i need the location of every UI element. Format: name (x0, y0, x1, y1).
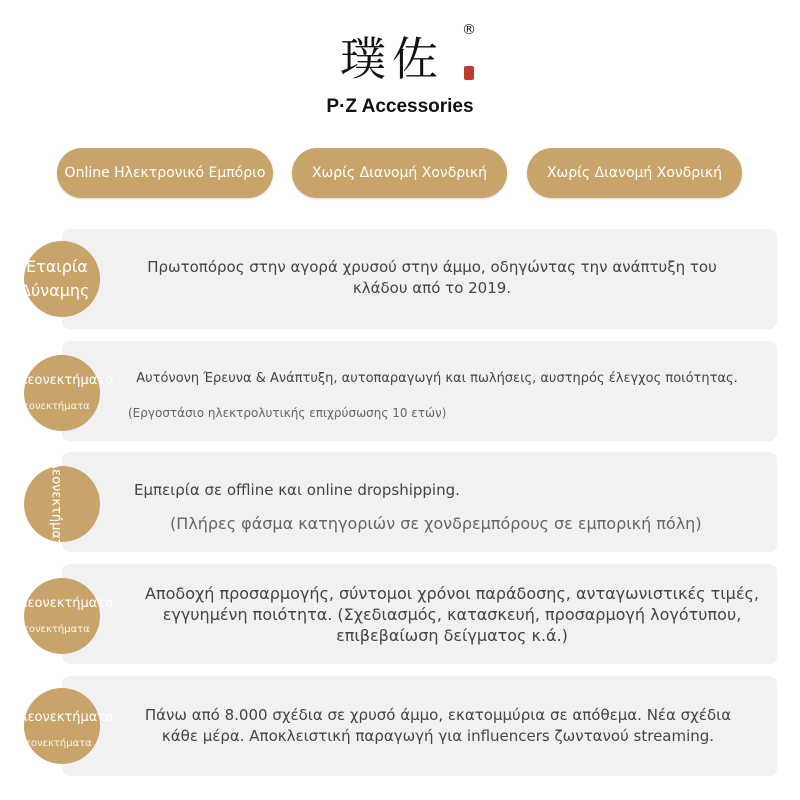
badge-label: Πλεονεκτήματα (10, 373, 114, 388)
feature-card-advantages-3 (10, 564, 777, 664)
registered-mark: ® (462, 22, 476, 38)
badge-label: Πλεονεκτήματα (10, 624, 90, 635)
card-text: Πάνω από 8.000 σχέδια σε χρυσό άμμο, εκατομμύρια σε απόθεμα. Νέα σχέδια κάθε μέρα. Αποκλειστική παραγωγή για influencers ζωντανού streaming. (144, 706, 732, 745)
feature-badge (10, 688, 114, 764)
badge-label: Εταιρία (26, 257, 88, 276)
feature-badge (24, 451, 100, 556)
card-subtext: (Εργοστάσιο ηλεκτρολυτικής επιχρύσωσης 10 ετών) (128, 406, 447, 420)
badge-label: Πλεονεκτήματα (10, 596, 114, 611)
feature-badge (10, 578, 114, 654)
brand-header (0, 0, 800, 140)
feature-card-strength (20, 229, 777, 329)
badge-label: Πλεονεκτήματα (10, 710, 114, 725)
seal-icon (464, 66, 474, 80)
badge-label: Πλεονεκτήματα (48, 451, 64, 556)
card-text: Αυτόνονη Έρευνα & Ανάπτυξη, αυτοπαραγωγή και πωλήσεις, αυστηρός έλεγχος ποιότητας. (136, 371, 738, 386)
feature-card-advantages-1 (10, 341, 777, 441)
badge-label: Πλεονεκτήματα (12, 738, 92, 749)
card-text: Εμπειρία σε offline και online dropshipping. (134, 481, 460, 499)
badge-label: Πλεονεκτήματα (10, 401, 90, 412)
feature-card-advantages-2 (48, 451, 777, 556)
feature-badge (10, 355, 114, 431)
badge-label: Δύναμης (20, 281, 90, 300)
tab-wholesale-1[interactable]: Χωρίς Διανομή Χονδρική (292, 148, 507, 198)
tab-online-ecommerce[interactable]: Online Ηλεκτρονικό Εμπόριο (57, 148, 273, 198)
feature-card-advantages-4 (10, 676, 777, 776)
brand-logo: 璞佐 (340, 32, 444, 86)
feature-badge (20, 241, 100, 317)
brand-name: P·Z Accessories (326, 96, 474, 117)
card-text: Αποδοχή προσαρμογής, σύντομοι χρόνοι παράδοσης, ανταγωνιστικές τιμές, εγγυημένη ποιότητα. (Σχεδιασμός, κατασκευή, προσαρμογή λογότυπου, επιβεβαίωση δείγματος κ.ά.) (145, 584, 759, 645)
card-text: Πρωτοπόρος στην αγορά χρυσού στην άμμο, οδηγώντας την ανάπτυξη του κλάδου από το 2019. (147, 258, 717, 297)
tab-wholesale-2[interactable]: Χωρίς Διανομή Χονδρική (527, 148, 742, 198)
card-subtext: (Πλήρες φάσμα κατηγοριών σε χονδρεμπόρους σε εμπορική πόλη) (170, 514, 702, 533)
